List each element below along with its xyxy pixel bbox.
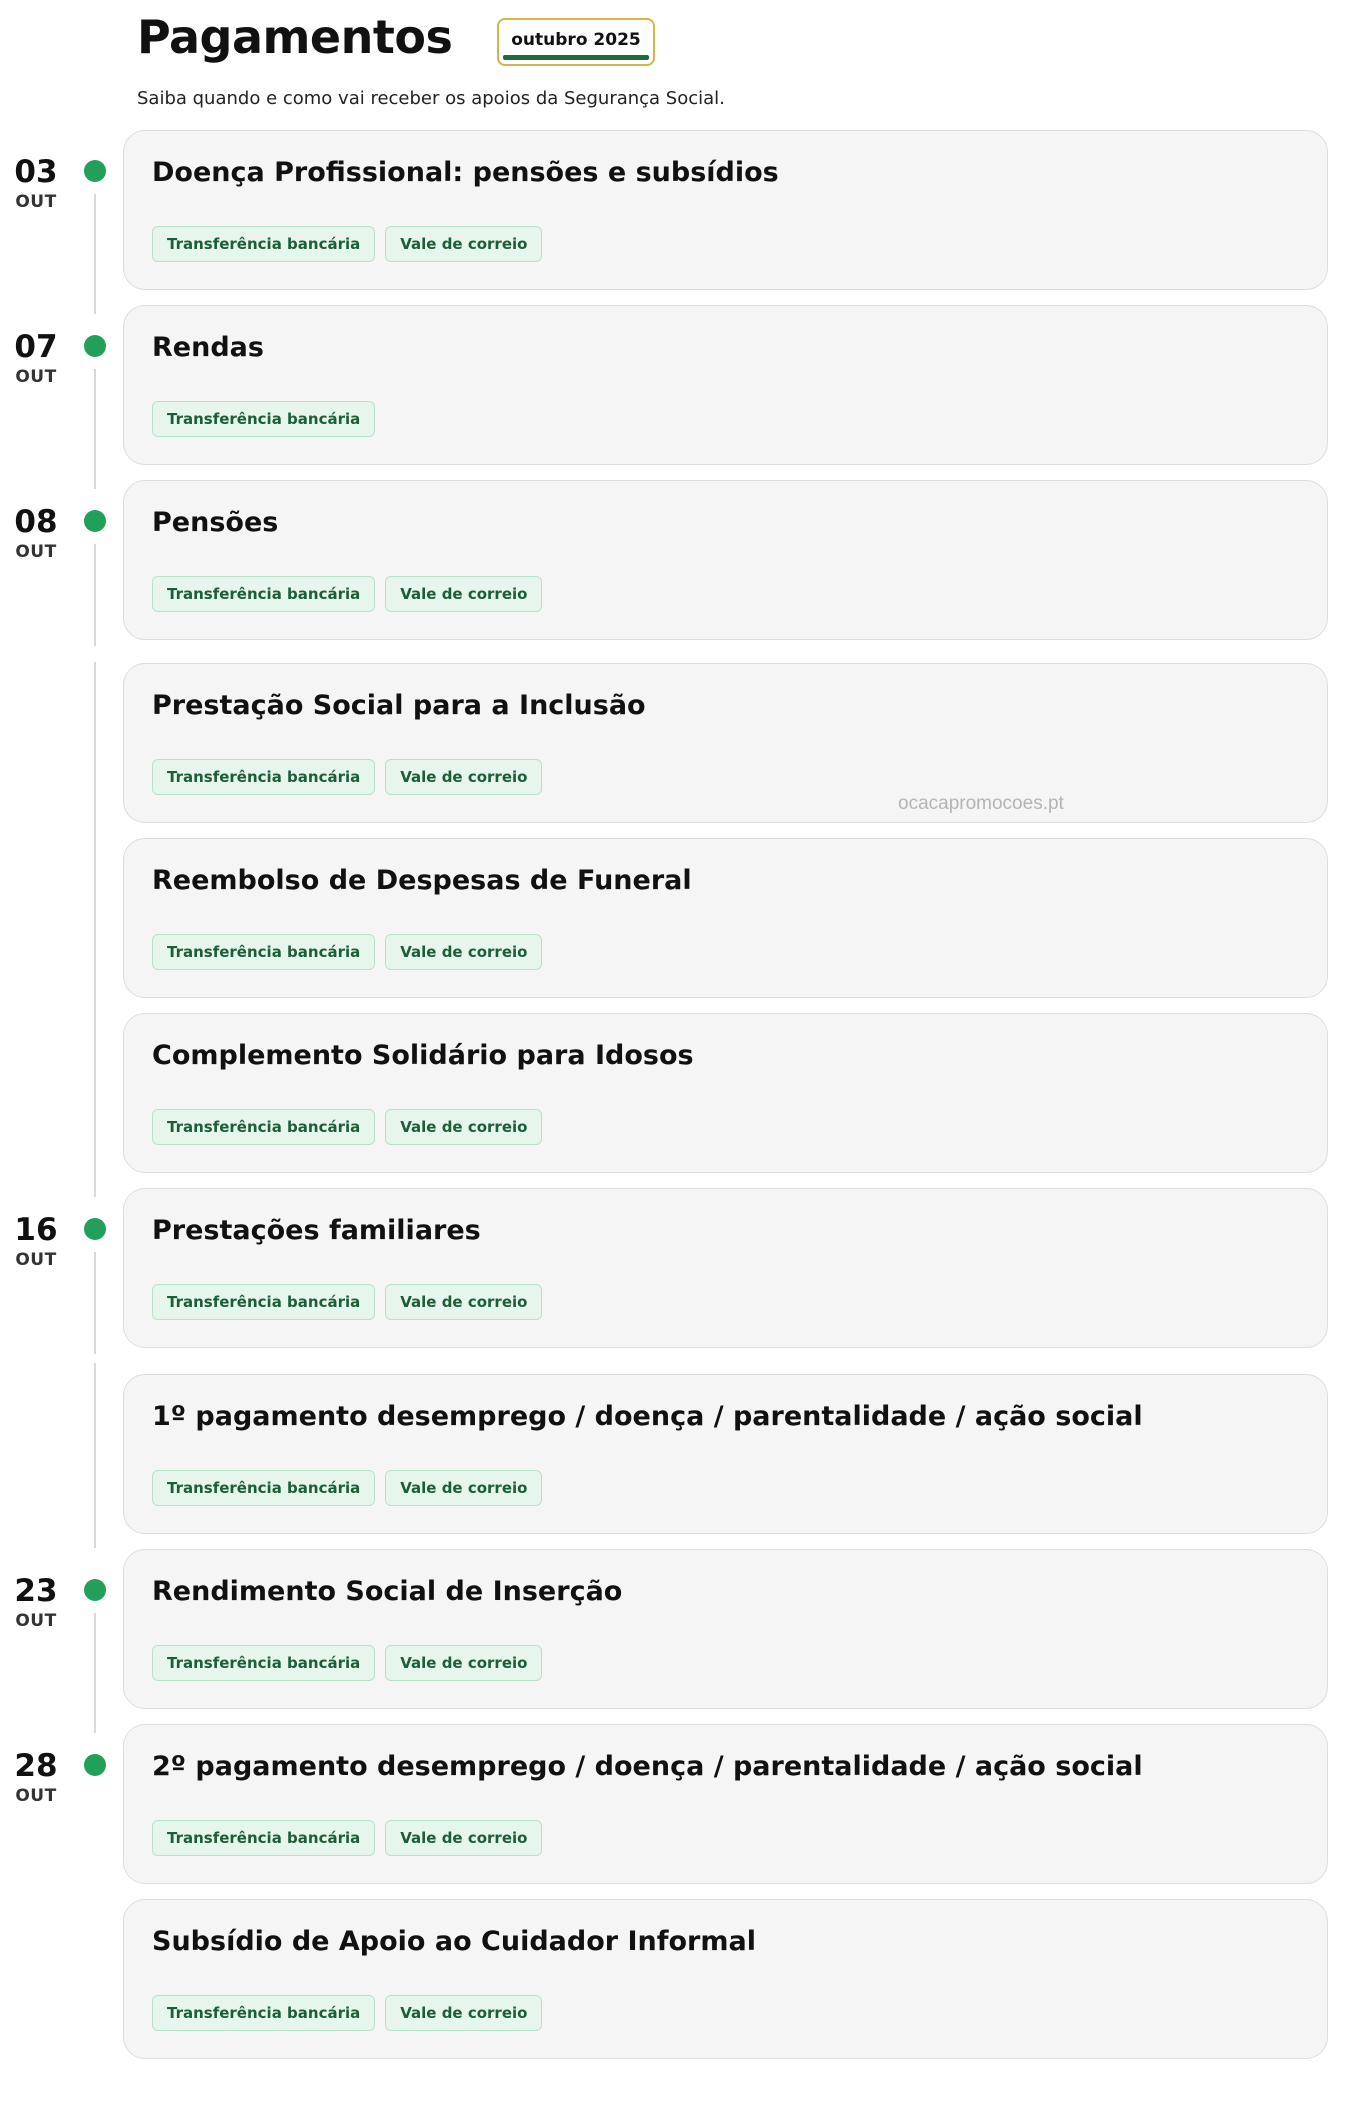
payment-methods bbox=[152, 759, 542, 795]
timeline-line bbox=[94, 194, 96, 314]
payment-row bbox=[0, 838, 1355, 998]
page-subtitle: Saiba quando e como vai receber os apoios da Segurança Social. bbox=[137, 88, 725, 109]
method-tag-postal-order[interactable]: Vale de correio bbox=[385, 1284, 542, 1320]
payment-title: Reembolso de Despesas de Funeral bbox=[152, 865, 692, 896]
payment-row bbox=[0, 480, 1355, 640]
payment-title: Complemento Solidário para Idosos bbox=[152, 1040, 694, 1071]
payment-title: Doença Profissional: pensões e subsídios bbox=[152, 157, 779, 188]
payment-title: Subsídio de Apoio ao Cuidador Informal bbox=[152, 1926, 756, 1957]
payment-card[interactable] bbox=[123, 838, 1328, 998]
payment-card[interactable] bbox=[123, 663, 1328, 823]
payment-day: 03 bbox=[14, 154, 58, 190]
method-tag-bank-transfer[interactable]: Transferência bancária bbox=[152, 1820, 375, 1856]
timeline-dot-icon bbox=[84, 1754, 106, 1776]
payment-card[interactable] bbox=[123, 1013, 1328, 1173]
payment-row bbox=[0, 663, 1355, 823]
payment-month: OUT bbox=[15, 1786, 57, 1806]
payment-title: Pensões bbox=[152, 507, 279, 538]
method-tag-bank-transfer[interactable]: Transferência bancária bbox=[152, 1284, 375, 1320]
payment-row bbox=[0, 1549, 1355, 1709]
payment-card[interactable] bbox=[123, 1188, 1328, 1348]
payment-methods bbox=[152, 576, 542, 612]
payment-title: Rendimento Social de Inserção bbox=[152, 1576, 623, 1607]
method-tag-postal-order[interactable]: Vale de correio bbox=[385, 1820, 542, 1856]
month-selector[interactable] bbox=[497, 18, 655, 66]
timeline-dot-icon bbox=[84, 1579, 106, 1601]
payment-methods bbox=[152, 1109, 542, 1145]
method-tag-bank-transfer[interactable]: Transferência bancária bbox=[152, 1645, 375, 1681]
payment-month: OUT bbox=[15, 192, 57, 212]
method-tag-postal-order[interactable]: Vale de correio bbox=[385, 1109, 542, 1145]
timeline-dot-icon bbox=[84, 160, 106, 182]
payment-day: 28 bbox=[14, 1748, 58, 1784]
payment-card[interactable] bbox=[123, 1724, 1328, 1884]
method-tag-bank-transfer[interactable]: Transferência bancária bbox=[152, 934, 375, 970]
payment-card[interactable] bbox=[123, 480, 1328, 640]
payment-card[interactable] bbox=[123, 1549, 1328, 1709]
payment-methods bbox=[152, 934, 542, 970]
payment-methods bbox=[152, 226, 542, 262]
method-tag-bank-transfer[interactable]: Transferência bancária bbox=[152, 759, 375, 795]
method-tag-postal-order[interactable]: Vale de correio bbox=[385, 759, 542, 795]
method-tag-bank-transfer[interactable]: Transferência bancária bbox=[152, 401, 375, 437]
payment-row bbox=[0, 1013, 1355, 1173]
payment-title: 1º pagamento desemprego / doença / parentalidade / ação social bbox=[152, 1401, 1143, 1432]
payment-date bbox=[0, 1212, 72, 1270]
method-tag-postal-order[interactable]: Vale de correio bbox=[385, 934, 542, 970]
payment-date bbox=[0, 504, 72, 562]
timeline-dot-icon bbox=[84, 1218, 106, 1240]
timeline-dot-icon bbox=[84, 510, 106, 532]
method-tag-bank-transfer[interactable]: Transferência bancária bbox=[152, 1995, 375, 2031]
payment-row bbox=[0, 305, 1355, 465]
method-tag-postal-order[interactable]: Vale de correio bbox=[385, 1645, 542, 1681]
payment-day: 23 bbox=[14, 1573, 58, 1609]
method-tag-bank-transfer[interactable]: Transferência bancária bbox=[152, 1470, 375, 1506]
payment-title: Prestação Social para a Inclusão bbox=[152, 690, 646, 721]
method-tag-postal-order[interactable]: Vale de correio bbox=[385, 226, 542, 262]
timeline-line bbox=[94, 1613, 96, 1733]
payment-title: Rendas bbox=[152, 332, 264, 363]
watermark: ocacapromocoes.pt bbox=[898, 793, 1064, 814]
page-title: Pagamentos bbox=[137, 10, 453, 64]
payment-date bbox=[0, 1573, 72, 1631]
timeline-dot-icon bbox=[84, 335, 106, 357]
payment-card[interactable] bbox=[123, 1374, 1328, 1534]
payment-month: OUT bbox=[15, 367, 57, 387]
method-tag-bank-transfer[interactable]: Transferência bancária bbox=[152, 226, 375, 262]
month-selector-underline bbox=[503, 55, 649, 60]
payment-methods bbox=[152, 401, 375, 437]
timeline-line bbox=[94, 1252, 96, 1354]
payment-row bbox=[0, 1899, 1355, 2059]
method-tag-bank-transfer[interactable]: Transferência bancária bbox=[152, 1109, 375, 1145]
payment-month: OUT bbox=[15, 542, 57, 562]
payment-methods bbox=[152, 1820, 542, 1856]
payment-title: Prestações familiares bbox=[152, 1215, 481, 1246]
month-selector-label: outubro 2025 bbox=[511, 29, 641, 50]
payment-date bbox=[0, 1748, 72, 1806]
payment-day: 08 bbox=[14, 504, 58, 540]
payment-month: OUT bbox=[15, 1611, 57, 1631]
method-tag-postal-order[interactable]: Vale de correio bbox=[385, 576, 542, 612]
payment-row bbox=[0, 1188, 1355, 1348]
payment-date bbox=[0, 154, 72, 212]
method-tag-postal-order[interactable]: Vale de correio bbox=[385, 1470, 542, 1506]
payment-methods bbox=[152, 1470, 542, 1506]
payment-row bbox=[0, 130, 1355, 290]
payment-day: 07 bbox=[14, 329, 58, 365]
payment-month: OUT bbox=[15, 1250, 57, 1270]
payment-card[interactable] bbox=[123, 1899, 1328, 2059]
payment-methods bbox=[152, 1995, 542, 2031]
payment-title: 2º pagamento desemprego / doença / parentalidade / ação social bbox=[152, 1751, 1143, 1782]
payment-card[interactable] bbox=[123, 305, 1328, 465]
method-tag-postal-order[interactable]: Vale de correio bbox=[385, 1995, 542, 2031]
payment-card[interactable] bbox=[123, 130, 1328, 290]
method-tag-bank-transfer[interactable]: Transferência bancária bbox=[152, 576, 375, 612]
timeline-line bbox=[94, 544, 96, 646]
payment-row bbox=[0, 1374, 1355, 1534]
timeline-line bbox=[94, 369, 96, 489]
payment-methods bbox=[152, 1645, 542, 1681]
payment-methods bbox=[152, 1284, 542, 1320]
payment-row bbox=[0, 1724, 1355, 1884]
payment-day: 16 bbox=[14, 1212, 58, 1248]
payment-date bbox=[0, 329, 72, 387]
